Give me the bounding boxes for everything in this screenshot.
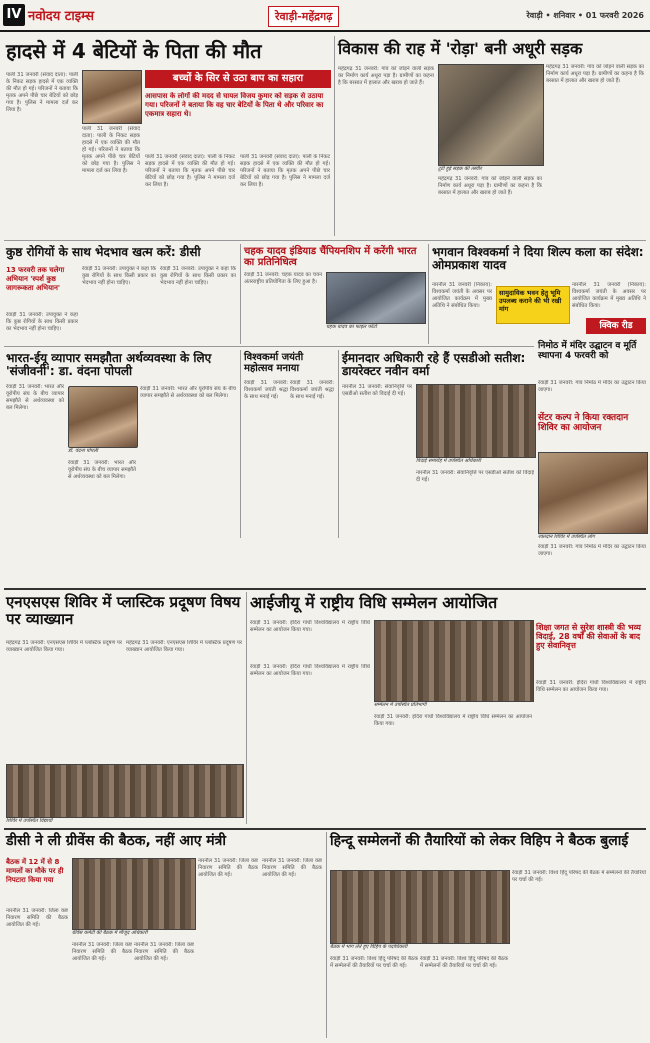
story8-text-b: नारनौल 31 जनवरी: सेवानिवृत्ति पर एसडीओ सतीश को विदाई दी गई। [416, 470, 534, 483]
story12-text: रेवाड़ी 31 जनवरी: विश्व हिंदू परिषद की बैठक में सम्मेलनों की तैयारियों पर चर्चा की गई। [330, 956, 418, 969]
story5-highlight-text: सामुदायिक भवन हेतु भूमि उपलब्ध कराने की भी रखी मांग [499, 289, 562, 313]
story11-side-head: बैठक में 12 में से 8 मामलों का मौके पर ही निपटारा किया गया [6, 858, 64, 884]
quick-read-item2-headline: सेंटर कल्प ने किया रक्तदान शिविर का आयोजन [538, 413, 629, 433]
story2-photo [438, 64, 544, 166]
story11-caption: ग्रीवेंस कमेटी की बैठक में मौजूद अधिकारी [72, 930, 148, 936]
quick-read-item2-text: रेवाड़ी 31 जनवरी: गांव निमोठ में मंदिर का उद्घाटन किया जाएगा। [538, 544, 646, 557]
story10-sub-text: रेवाड़ी 31 जनवरी: इंदिरा गांधी विश्वविद्यालय में राष्ट्रीय विधि सम्मेलन का आयोजन किया गया। [536, 680, 646, 693]
story6-text: रेवाड़ी 31 जनवरी: भारत और यूरोपीय संघ के बीच व्यापार समझौते से अर्थव्यवस्था को बल मिलेगा। [6, 384, 64, 411]
story1-banner: बच्चों के सिर से उठा बाप का सहारा [145, 70, 331, 88]
story11-text-e: नारनौल 31 जनवरी: जिला कष्ट निवारण समिति की बैठक आयोजित की गई। [262, 858, 322, 878]
story3-side-head: 13 फरवरी तक चलेगा अभियान 'स्पर्श कुष्ठ जागरूकता अभियान' [6, 266, 65, 292]
story10-text-b: रेवाड़ी 31 जनवरी: इंदिरा गांधी विश्वविद्यालय में राष्ट्रीय विधि सम्मेलन का आयोजन किया गया। [250, 664, 370, 677]
story5-text: नारनौल 31 जनवरी (निकाय): विश्वकर्मा जयंती के अवसर पर आयोजित कार्यक्रम में मुख्य अतिथि ने संबोधित किया। [432, 282, 492, 309]
story9-text-b: महेंद्रगढ़ 31 जनवरी: एनएसएस शिविर में प्लास्टिक प्रदूषण पर व्याख्यान आयोजित किया गया। [126, 640, 242, 653]
story12-text-b: रेवाड़ी 31 जनवरी: विश्व हिंदू परिषद की बैठक में सम्मेलनों की तैयारियों पर चर्चा की गई। [420, 956, 508, 969]
story2-text: महेंद्रगढ़ 31 जनवरी: गांव को जोड़ने वाली सड़क का निर्माण कार्य अधूरा पड़ा है। ग्रामीणों का कहना है कि बरसात में हालात और खराब हो जाते हैं। [338, 66, 434, 86]
story4-headline: चहक यादव इंडियाड चैंपियनशिप में करेंगी भारत का प्रतिनिधित्व [244, 246, 417, 268]
divider [4, 240, 646, 241]
story3-text: रेवाड़ी 31 जनवरी: उपायुक्त ने कहा कि कुष्ठ रोगियों के साथ किसी प्रकार का भेदभाव नहीं होना चाहिए। [6, 312, 78, 332]
page-header [0, 0, 650, 32]
divider [338, 350, 339, 538]
story3-text-b: रेवाड़ी 31 जनवरी: उपायुक्त ने कहा कि कुष्ठ रोगियों के साथ किसी प्रकार का भेदभाव नहीं होना चाहिए। [82, 266, 156, 286]
divider [326, 832, 327, 1038]
story8-photo [416, 384, 536, 458]
story10-subhead: शिक्षा जगत से सुरेश शास्त्री की भव्य विदाई, 28 वर्षों की सेवाओं के बाद हुए सेवानिवृत्त [536, 623, 641, 650]
story12-caption: बैठक में भाग लेते हुए विहिप के पदाधिकारी [330, 944, 408, 950]
story2-caption: टूटी हुई सड़क की तस्वीर [438, 166, 482, 172]
story10-caption: सम्मेलन में उपस्थित प्रतिभागी [374, 702, 427, 708]
quick-read-item1-headline: निमोठ में मंदिर उद्घाटन व मूर्ति स्थापना 4 फरवरी को [538, 341, 637, 361]
story9-photo [6, 764, 244, 818]
section-label: रेवाड़ी-महेंद्रगढ़ [268, 6, 339, 27]
story4-text: रेवाड़ी 31 जनवरी: चहक यादव का चयन अंतरराष्ट्रीय प्रतियोगिता के लिए हुआ है। [244, 272, 322, 285]
story1-photo [82, 70, 142, 124]
divider [240, 350, 241, 538]
story1-headline: हादसे में 4 बेटियों के पिता की मौत [6, 39, 262, 63]
story6-headline: भारत-ईयू व्यापार समझौता अर्थव्यवस्था के लिए 'संजीवनी': डा. वंदना पोपली [6, 351, 212, 379]
story8-text: नारनौल 31 जनवरी: सेवानिवृत्ति पर एसडीओ सतीश को विदाई दी गई। [342, 384, 412, 397]
divider [4, 828, 646, 830]
story11-photo [72, 858, 196, 930]
quick-read-item2-caption: रक्तदान शिविर में उपस्थित लोग [538, 534, 595, 540]
masthead: नवोदय टाइम्स [28, 9, 95, 24]
story5-text-b: नारनौल 31 जनवरी (निकाय): विश्वकर्मा जयंती के अवसर पर आयोजित कार्यक्रम में मुख्य अतिथि ने संबोधित किया। [572, 282, 646, 309]
story11-headline: डीसी ने ली ग्रीवेंस की बैठक, नहीं आए मंत्री [6, 833, 227, 849]
story1-text: पाली 31 जनवरी (संवाद दाता): पाली के निकट सड़क हादसे में एक व्यक्ति की मौत हो गई। परिजनों ने बताया कि मृतक अपने पीछे चार बेटियों को छोड़ गया है। पुलिस ने मामला दर्ज कर लिया है। [6, 72, 78, 113]
story12-headline: हिन्दू सम्मेलनों की तैयारियों को लेकर विहिप ने बैठक बुलाई [330, 833, 629, 849]
divider [334, 36, 335, 236]
divider [4, 588, 646, 590]
story12-photo [330, 870, 510, 944]
quick-read-badge: क्विक रीड [586, 318, 646, 334]
story1-text-d: पाली 31 जनवरी (संवाद दाता): पाली के निकट सड़क हादसे में एक व्यक्ति की मौत हो गई। परिजनों ने बताया कि मृतक अपने पीछे चार बेटियों को छोड़ गया है। पुलिस ने मामला दर्ज कर लिया है। [240, 154, 330, 188]
story5-headline: भगवान विश्वकर्मा ने दिया शिल्प कला का संदेश: ओमप्रकाश यादव [432, 245, 644, 273]
story3-headline: कुष्ठ रोगियों के साथ भेदभाव खत्म करें: डीसी [6, 245, 201, 259]
quick-read-item1-text: रेवाड़ी 31 जनवरी: गांव निमोठ में मंदिर का उद्घाटन किया जाएगा। [538, 380, 646, 393]
story10-text-c: रेवाड़ी 31 जनवरी: इंदिरा गांधी विश्वविद्यालय में राष्ट्रीय विधि सम्मेलन का आयोजन किया गया। [374, 714, 532, 727]
story2-text-c: महेंद्रगढ़ 31 जनवरी: गांव को जोड़ने वाली सड़क का निर्माण कार्य अधूरा पड़ा है। ग्रामीणों का कहना है कि बरसात में हालात और खराब हो जाते हैं। [546, 64, 644, 84]
divider [246, 592, 247, 824]
story2-headline: विकास की राह में 'रोड़ा' बनी अधूरी सड़क [338, 39, 583, 58]
dateline: रेवाड़ी • शनिवार • 01 फरवरी 2026 [526, 11, 644, 20]
story10-photo [374, 620, 534, 702]
divider [4, 346, 534, 347]
page-number: IV [3, 4, 25, 26]
story6-text-c: रेवाड़ी 31 जनवरी: भारत और यूरोपीय संघ के बीच व्यापार समझौते से अर्थव्यवस्था को बल मिलेगा। [140, 386, 236, 399]
story1-text-c: पाली 31 जनवरी (संवाद दाता): पाली के निकट सड़क हादसे में एक व्यक्ति की मौत हो गई। परिजनों ने बताया कि मृतक अपने पीछे चार बेटियों को छोड़ गया है। पुलिस ने मामला दर्ज कर लिया है। [145, 154, 235, 188]
story4-caption: चहक यादव का फाइल फोटो [326, 324, 377, 330]
story5-highlight [496, 286, 570, 324]
story7-text-b: रेवाड़ी 31 जनवरी: विश्वकर्मा जयंती श्रद्धा के साथ मनाई गई। [290, 380, 334, 400]
story11-text-d: नारनौल 31 जनवरी: जिला कष्ट निवारण समिति की बैठक आयोजित की गई। [198, 858, 258, 878]
story6-photo [68, 386, 138, 448]
story3-text-c: रेवाड़ी 31 जनवरी: उपायुक्त ने कहा कि कुष्ठ रोगियों के साथ किसी प्रकार का भेदभाव नहीं होना चाहिए। [160, 266, 236, 286]
story1-text-b: पाली 31 जनवरी (संवाद दाता): पाली के निकट सड़क हादसे में एक व्यक्ति की मौत हो गई। परिजनों ने बताया कि मृतक अपने पीछे चार बेटियों को छोड़ गया है। पुलिस ने मामला दर्ज कर लिया है। [82, 126, 140, 174]
story11-text-c: नारनौल 31 जनवरी: जिला कष्ट निवारण समिति की बैठक आयोजित की गई। [134, 942, 194, 962]
quick-read-item2-photo [538, 452, 648, 534]
story7-headline: विश्वकर्मा जयंती महोत्सव मनाया [244, 352, 304, 374]
story4-photo [326, 272, 426, 324]
story9-caption: शिविर में उपस्थित विद्यार्थी [6, 818, 53, 824]
story11-text: नारनौल 31 जनवरी: जिला कष्ट निवारण समिति की बैठक आयोजित की गई। [6, 908, 68, 928]
story10-headline: आईजीयू में राष्ट्रीय विधि सम्मेलन आयोजित [250, 593, 498, 612]
story7-text: रेवाड़ी 31 जनवरी: विश्वकर्मा जयंती श्रद्धा के साथ मनाई गई। [244, 380, 288, 400]
divider [428, 244, 429, 344]
story12-text-c: रेवाड़ी 31 जनवरी: विश्व हिंदू परिषद की बैठक में सम्मेलनों की तैयारियों पर चर्चा की गई। [512, 870, 646, 883]
story9-text: महेंद्रगढ़ 31 जनवरी: एनएसएस शिविर में प्लास्टिक प्रदूषण पर व्याख्यान आयोजित किया गया। [6, 640, 122, 653]
story11-text-b: नारनौल 31 जनवरी: जिला कष्ट निवारण समिति की बैठक आयोजित की गई। [72, 942, 132, 962]
story9-headline: एनएसएस शिविर में प्लास्टिक प्रदूषण विषय पर व्याख्यान [6, 593, 241, 628]
story8-caption: विदाई समारोह में उपस्थित अधिकारी [416, 458, 481, 464]
story1-lead: आसपास के लोगों की मदद से घायल विजय कुमार को सड़क से उठाया गया। परिजनों ने बताया कि वह चार बेटियों के पिता थे और परिवार का एकमात्र सहारा थे। [145, 92, 324, 118]
story6-caption: डॉ. वंदना पोपली [68, 448, 98, 454]
story10-text: रेवाड़ी 31 जनवरी: इंदिरा गांधी विश्वविद्यालय में राष्ट्रीय विधि सम्मेलन का आयोजन किया गया। [250, 620, 370, 633]
story8-headline: ईमानदार अधिकारी रहे हैं एसडीओ सतीश: डायरेक्टर नवीन वर्मा [342, 351, 526, 379]
story2-text-b: महेंद्रगढ़ 31 जनवरी: गांव को जोड़ने वाली सड़क का निर्माण कार्य अधूरा पड़ा है। ग्रामीणों का कहना है कि बरसात में हालात और खराब हो जाते हैं। [438, 176, 542, 196]
divider [240, 244, 241, 344]
story6-text-b: रेवाड़ी 31 जनवरी: भारत और यूरोपीय संघ के बीच व्यापार समझौते से अर्थव्यवस्था को बल मिलेगा। [68, 460, 136, 480]
